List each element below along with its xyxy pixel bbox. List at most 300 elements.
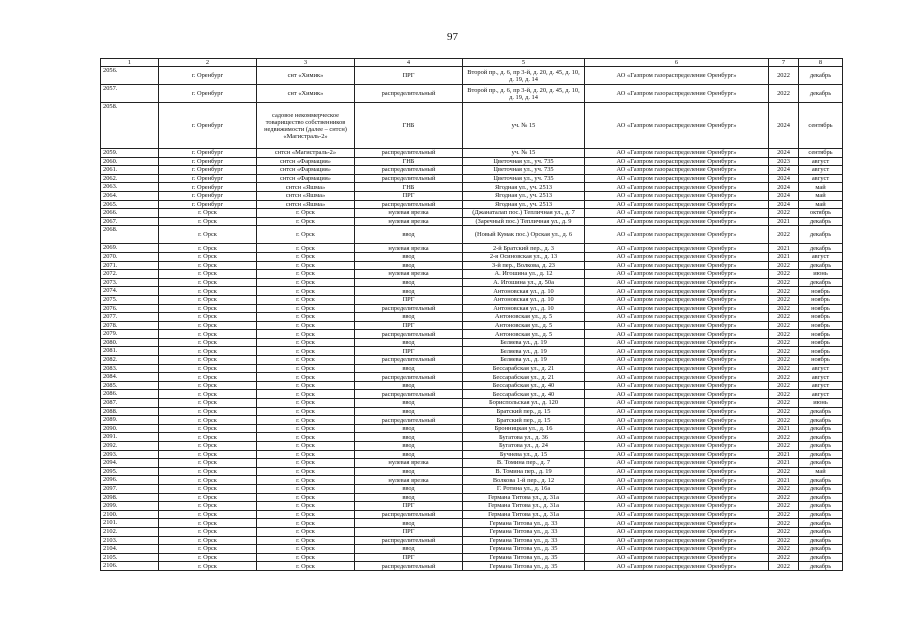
- table-row: [101, 330, 843, 339]
- month-cell: август: [799, 373, 843, 382]
- work-type-cell: ввод: [355, 407, 463, 416]
- table-row: [101, 527, 843, 536]
- table-row: [101, 200, 843, 209]
- table-row: [101, 493, 843, 502]
- month-cell: декабрь: [799, 484, 843, 493]
- column-header: 4: [355, 59, 463, 67]
- table-row: [101, 536, 843, 545]
- city-cell: г. Орск: [159, 381, 257, 390]
- settlement-cell: г. Орск: [257, 442, 355, 451]
- address-cell: Второй пр., д. 6, пр 3-й, д. 20, д. 45, д. 10, д. 19, д. 14: [463, 85, 585, 103]
- organization-cell: АО «Газпром газораспределение Оренбург»: [585, 459, 769, 468]
- work-type-cell: ввод: [355, 278, 463, 287]
- row-number: 2066.: [101, 209, 159, 218]
- table-row: [101, 304, 843, 313]
- year-cell: 2022: [769, 287, 799, 296]
- city-cell: г. Оренбург: [159, 183, 257, 192]
- organization-cell: АО «Газпром газораспределение Оренбург»: [585, 467, 769, 476]
- month-cell: декабрь: [799, 278, 843, 287]
- work-type-cell: нулевая врезка: [355, 270, 463, 279]
- work-type-cell: нулевая врезка: [355, 209, 463, 218]
- table-row: [101, 209, 843, 218]
- work-type-cell: ПРГ: [355, 502, 463, 511]
- organization-cell: АО «Газпром газораспределение Оренбург»: [585, 356, 769, 365]
- work-type-cell: ввод: [355, 467, 463, 476]
- address-cell: Беляева ул., д. 19: [463, 338, 585, 347]
- year-cell: 2022: [769, 209, 799, 218]
- row-number: 2093.: [101, 450, 159, 459]
- month-cell: ноябрь: [799, 356, 843, 365]
- year-cell: 2021: [769, 217, 799, 226]
- work-type-cell: ГНБ: [355, 157, 463, 166]
- year-cell: 2022: [769, 295, 799, 304]
- city-cell: г. Орск: [159, 562, 257, 571]
- year-cell: 2022: [769, 562, 799, 571]
- work-type-cell: ввод: [355, 287, 463, 296]
- settlement-cell: снтсн «Магистраль-2»: [257, 149, 355, 158]
- table-row: [101, 85, 843, 103]
- work-type-cell: ПРГ: [355, 527, 463, 536]
- table-row: [101, 67, 843, 85]
- row-number: 2059.: [101, 149, 159, 158]
- address-cell: Германа Титова ул., д. 33: [463, 519, 585, 528]
- city-cell: г. Орск: [159, 373, 257, 382]
- year-cell: 2024: [769, 149, 799, 158]
- organization-cell: АО «Газпром газораспределение Оренбург»: [585, 313, 769, 322]
- city-cell: г. Орск: [159, 450, 257, 459]
- city-cell: г. Орск: [159, 433, 257, 442]
- year-cell: 2022: [769, 67, 799, 85]
- city-cell: г. Оренбург: [159, 67, 257, 85]
- city-cell: г. Оренбург: [159, 85, 257, 103]
- table-row: [101, 103, 843, 149]
- settlement-cell: г. Орск: [257, 545, 355, 554]
- table-row: [101, 553, 843, 562]
- organization-cell: АО «Газпром газораспределение Оренбург»: [585, 381, 769, 390]
- address-cell: Второй пр., д. 6, пр 3-й, д. 20, д. 45, д. 10, д. 19, д. 14: [463, 67, 585, 85]
- address-cell: Цветочная ул., уч. 735: [463, 166, 585, 175]
- row-number: 2070.: [101, 252, 159, 261]
- month-cell: ноябрь: [799, 330, 843, 339]
- organization-cell: АО «Газпром газораспределение Оренбург»: [585, 287, 769, 296]
- column-header: 2: [159, 59, 257, 67]
- month-cell: май: [799, 200, 843, 209]
- address-cell: Беляева ул., д. 19: [463, 356, 585, 365]
- year-cell: 2022: [769, 390, 799, 399]
- work-type-cell: распределительный: [355, 174, 463, 183]
- work-type-cell: ввод: [355, 338, 463, 347]
- settlement-cell: снтсн «Фармация»: [257, 174, 355, 183]
- settlement-cell: г. Орск: [257, 390, 355, 399]
- work-type-cell: распределительный: [355, 330, 463, 339]
- organization-cell: АО «Газпром газораспределение Оренбург»: [585, 527, 769, 536]
- table-row: [101, 278, 843, 287]
- work-type-cell: ввод: [355, 261, 463, 270]
- table-row: [101, 450, 843, 459]
- settlement-cell: г. Орск: [257, 261, 355, 270]
- table-row: [101, 373, 843, 382]
- row-number: 2061.: [101, 166, 159, 175]
- month-cell: декабрь: [799, 510, 843, 519]
- row-number: 2067.: [101, 217, 159, 226]
- month-cell: декабрь: [799, 217, 843, 226]
- month-cell: декабрь: [799, 244, 843, 253]
- year-cell: 2022: [769, 442, 799, 451]
- settlement-cell: г. Орск: [257, 450, 355, 459]
- month-cell: октябрь: [799, 209, 843, 218]
- year-cell: 2022: [769, 510, 799, 519]
- city-cell: г. Орск: [159, 407, 257, 416]
- table-row: [101, 191, 843, 200]
- settlement-cell: снтсн «Фармация»: [257, 166, 355, 175]
- month-cell: декабрь: [799, 226, 843, 244]
- year-cell: 2022: [769, 330, 799, 339]
- city-cell: г. Орск: [159, 484, 257, 493]
- address-cell: 2-й Братский пер., д. 3: [463, 244, 585, 253]
- address-cell: Ягодная ул., уч. 2513: [463, 200, 585, 209]
- month-cell: декабрь: [799, 476, 843, 485]
- year-cell: 2022: [769, 527, 799, 536]
- address-cell: Германа Титова ул., д. 31а: [463, 493, 585, 502]
- table-row: [101, 252, 843, 261]
- organization-cell: АО «Газпром газораспределение Оренбург»: [585, 157, 769, 166]
- row-number: 2086.: [101, 390, 159, 399]
- month-cell: декабрь: [799, 502, 843, 511]
- organization-cell: АО «Газпром газораспределение Оренбург»: [585, 183, 769, 192]
- month-cell: декабрь: [799, 433, 843, 442]
- row-number: 2082.: [101, 356, 159, 365]
- work-type-cell: распределительный: [355, 356, 463, 365]
- organization-cell: АО «Газпром газораспределение Оренбург»: [585, 562, 769, 571]
- city-cell: г. Оренбург: [159, 200, 257, 209]
- row-number: 2103.: [101, 536, 159, 545]
- year-cell: 2022: [769, 373, 799, 382]
- year-cell: 2022: [769, 356, 799, 365]
- city-cell: г. Орск: [159, 278, 257, 287]
- year-cell: 2022: [769, 553, 799, 562]
- settlement-cell: г. Орск: [257, 510, 355, 519]
- row-number: 2058.: [101, 103, 159, 149]
- year-cell: 2024: [769, 183, 799, 192]
- city-cell: г. Орск: [159, 270, 257, 279]
- city-cell: г. Оренбург: [159, 157, 257, 166]
- organization-cell: АО «Газпром газораспределение Оренбург»: [585, 278, 769, 287]
- address-cell: Германа Титова ул., д. 35: [463, 545, 585, 554]
- work-type-cell: ввод: [355, 381, 463, 390]
- table-row: [101, 390, 843, 399]
- table-row: [101, 510, 843, 519]
- city-cell: г. Орск: [159, 536, 257, 545]
- year-cell: 2022: [769, 321, 799, 330]
- year-cell: 2022: [769, 416, 799, 425]
- table-row: [101, 381, 843, 390]
- month-cell: сентябрь: [799, 103, 843, 149]
- row-number: 2087.: [101, 399, 159, 408]
- city-cell: г. Орск: [159, 390, 257, 399]
- city-cell: г. Орск: [159, 424, 257, 433]
- settlement-cell: г. Орск: [257, 295, 355, 304]
- table-row: [101, 424, 843, 433]
- city-cell: г. Орск: [159, 304, 257, 313]
- work-type-cell: ввод: [355, 433, 463, 442]
- column-header: 1: [101, 59, 159, 67]
- year-cell: 2022: [769, 261, 799, 270]
- header-row: [101, 59, 843, 67]
- city-cell: г. Оренбург: [159, 103, 257, 149]
- month-cell: сентябрь: [799, 149, 843, 158]
- city-cell: г. Орск: [159, 226, 257, 244]
- settlement-cell: г. Орск: [257, 433, 355, 442]
- row-number: 2083.: [101, 364, 159, 373]
- table-row: [101, 484, 843, 493]
- address-cell: уч. № 15: [463, 149, 585, 158]
- address-cell: В. Томина пер., д. 19: [463, 467, 585, 476]
- month-cell: май: [799, 191, 843, 200]
- year-cell: 2024: [769, 200, 799, 209]
- city-cell: г. Орск: [159, 416, 257, 425]
- month-cell: декабрь: [799, 416, 843, 425]
- month-cell: декабрь: [799, 67, 843, 85]
- address-cell: Ягодная ул., уч. 2513: [463, 183, 585, 192]
- row-number: 2091.: [101, 433, 159, 442]
- year-cell: 2024: [769, 191, 799, 200]
- row-number: 2068.: [101, 226, 159, 244]
- city-cell: г. Орск: [159, 252, 257, 261]
- work-type-cell: ввод: [355, 519, 463, 528]
- column-header: 3: [257, 59, 355, 67]
- row-number: 2105.: [101, 553, 159, 562]
- settlement-cell: г. Орск: [257, 373, 355, 382]
- month-cell: август: [799, 174, 843, 183]
- work-type-cell: ввод: [355, 484, 463, 493]
- month-cell: август: [799, 364, 843, 373]
- month-cell: декабрь: [799, 536, 843, 545]
- table-row: [101, 338, 843, 347]
- year-cell: 2022: [769, 270, 799, 279]
- work-type-cell: распределительный: [355, 200, 463, 209]
- month-cell: декабрь: [799, 553, 843, 562]
- organization-cell: АО «Газпром газораспределение Оренбург»: [585, 330, 769, 339]
- row-number: 2106.: [101, 562, 159, 571]
- month-cell: декабрь: [799, 527, 843, 536]
- organization-cell: АО «Газпром газораспределение Оренбург»: [585, 476, 769, 485]
- address-cell: Антоновская ул., д. 5: [463, 313, 585, 322]
- month-cell: май: [799, 467, 843, 476]
- year-cell: 2022: [769, 433, 799, 442]
- address-cell: Беляева ул., д. 19: [463, 347, 585, 356]
- month-cell: ноябрь: [799, 338, 843, 347]
- table-row: [101, 459, 843, 468]
- month-cell: декабрь: [799, 261, 843, 270]
- month-cell: декабрь: [799, 562, 843, 571]
- work-type-cell: распределительный: [355, 536, 463, 545]
- organization-cell: АО «Газпром газораспределение Оренбург»: [585, 321, 769, 330]
- address-cell: Бугатова ул., д. 24: [463, 442, 585, 451]
- work-type-cell: ввод: [355, 450, 463, 459]
- city-cell: г. Орск: [159, 338, 257, 347]
- month-cell: декабрь: [799, 450, 843, 459]
- settlement-cell: снтсн «Яшма»: [257, 191, 355, 200]
- work-type-cell: ввод: [355, 252, 463, 261]
- address-cell: Ягодная ул., уч. 2513: [463, 191, 585, 200]
- row-number: 2079.: [101, 330, 159, 339]
- organization-cell: АО «Газпром газораспределение Оренбург»: [585, 364, 769, 373]
- city-cell: г. Орск: [159, 321, 257, 330]
- settlement-cell: г. Орск: [257, 467, 355, 476]
- work-type-cell: распределительный: [355, 85, 463, 103]
- table-row: [101, 295, 843, 304]
- month-cell: декабрь: [799, 519, 843, 528]
- organization-cell: АО «Газпром газораспределение Оренбург»: [585, 536, 769, 545]
- table-row: [101, 407, 843, 416]
- work-type-cell: ввод: [355, 545, 463, 554]
- settlement-cell: снтсн «Фармация»: [257, 157, 355, 166]
- row-number: 2076.: [101, 304, 159, 313]
- address-cell: (Джанаталап пос.) Тепличная ул., д. 7: [463, 209, 585, 218]
- organization-cell: АО «Газпром газораспределение Оренбург»: [585, 209, 769, 218]
- work-type-cell: нулевая врезка: [355, 459, 463, 468]
- settlement-cell: г. Орск: [257, 424, 355, 433]
- month-cell: ноябрь: [799, 321, 843, 330]
- address-cell: Бессарабская ул., д. 40: [463, 381, 585, 390]
- address-cell: Антоновская ул., д. 5: [463, 321, 585, 330]
- organization-cell: АО «Газпром газораспределение Оренбург»: [585, 67, 769, 85]
- table-row: [101, 476, 843, 485]
- work-type-cell: ввод: [355, 399, 463, 408]
- work-type-cell: нулевая врезка: [355, 244, 463, 253]
- address-cell: Германа Титова ул., д. 31а: [463, 510, 585, 519]
- settlement-cell: снт «Химик»: [257, 85, 355, 103]
- row-number: 2077.: [101, 313, 159, 322]
- address-cell: Братский пер., д. 15: [463, 407, 585, 416]
- address-cell: Братский пер., д. 15: [463, 416, 585, 425]
- address-cell: Цветочная ул., уч. 735: [463, 174, 585, 183]
- year-cell: 2022: [769, 407, 799, 416]
- year-cell: 2021: [769, 424, 799, 433]
- row-number: 2100.: [101, 510, 159, 519]
- table-row: [101, 562, 843, 571]
- row-number: 2089.: [101, 416, 159, 425]
- work-type-cell: распределительный: [355, 562, 463, 571]
- city-cell: г. Орск: [159, 295, 257, 304]
- organization-cell: АО «Газпром газораспределение Оренбург»: [585, 149, 769, 158]
- row-number: 2074.: [101, 287, 159, 296]
- organization-cell: АО «Газпром газораспределение Оренбург»: [585, 226, 769, 244]
- year-cell: 2022: [769, 347, 799, 356]
- settlement-cell: г. Орск: [257, 252, 355, 261]
- table-row: [101, 174, 843, 183]
- year-cell: 2021: [769, 252, 799, 261]
- year-cell: 2024: [769, 174, 799, 183]
- year-cell: 2021: [769, 450, 799, 459]
- column-header: 8: [799, 59, 843, 67]
- work-type-cell: ввод: [355, 364, 463, 373]
- table-row: [101, 287, 843, 296]
- organization-cell: АО «Газпром газораспределение Оренбург»: [585, 347, 769, 356]
- row-number: 2098.: [101, 493, 159, 502]
- table-row: [101, 313, 843, 322]
- address-cell: Антоновская ул., д. 5: [463, 330, 585, 339]
- work-type-cell: распределительный: [355, 149, 463, 158]
- table-row: [101, 347, 843, 356]
- address-cell: Германа Титова ул., д. 33: [463, 536, 585, 545]
- settlement-cell: г. Орск: [257, 519, 355, 528]
- organization-cell: АО «Газпром газораспределение Оренбург»: [585, 103, 769, 149]
- organization-cell: АО «Газпром газораспределение Оренбург»: [585, 270, 769, 279]
- settlement-cell: г. Орск: [257, 270, 355, 279]
- address-cell: Бориспольская ул., д. 120: [463, 399, 585, 408]
- city-cell: г. Орск: [159, 459, 257, 468]
- month-cell: декабрь: [799, 85, 843, 103]
- settlement-cell: г. Орск: [257, 338, 355, 347]
- city-cell: г. Орск: [159, 476, 257, 485]
- settlement-cell: г. Орск: [257, 217, 355, 226]
- address-cell: В. Томина пер., д. 7: [463, 459, 585, 468]
- work-type-cell: распределительный: [355, 166, 463, 175]
- address-cell: (Новый Кумак пос.) Орская ул., д. 6: [463, 226, 585, 244]
- work-type-cell: ПРГ: [355, 321, 463, 330]
- work-type-cell: нулевая врезка: [355, 217, 463, 226]
- city-cell: г. Орск: [159, 399, 257, 408]
- table-row: [101, 416, 843, 425]
- work-type-cell: ввод: [355, 226, 463, 244]
- organization-cell: АО «Газпром газораспределение Оренбург»: [585, 373, 769, 382]
- city-cell: г. Орск: [159, 287, 257, 296]
- city-cell: г. Орск: [159, 209, 257, 218]
- settlement-cell: г. Орск: [257, 244, 355, 253]
- month-cell: декабрь: [799, 459, 843, 468]
- table-row: [101, 545, 843, 554]
- row-number: 2065.: [101, 200, 159, 209]
- column-header: 5: [463, 59, 585, 67]
- organization-cell: АО «Газпром газораспределение Оренбург»: [585, 519, 769, 528]
- organization-cell: АО «Газпром газораспределение Оренбург»: [585, 553, 769, 562]
- address-cell: 3-й пер., Волкова, д. 23: [463, 261, 585, 270]
- address-cell: Бронницкая ул., д. 16: [463, 424, 585, 433]
- work-type-cell: распределительный: [355, 373, 463, 382]
- city-cell: г. Орск: [159, 467, 257, 476]
- work-type-cell: ПРГ: [355, 191, 463, 200]
- row-number: 2075.: [101, 295, 159, 304]
- year-cell: 2022: [769, 313, 799, 322]
- table-row: [101, 183, 843, 192]
- month-cell: ноябрь: [799, 347, 843, 356]
- row-number: 2080.: [101, 338, 159, 347]
- table-row: [101, 321, 843, 330]
- address-cell: Бессарабская ул., д. 21: [463, 373, 585, 382]
- month-cell: ноябрь: [799, 295, 843, 304]
- city-cell: г. Орск: [159, 519, 257, 528]
- table-row: [101, 442, 843, 451]
- year-cell: 2022: [769, 519, 799, 528]
- organization-cell: АО «Газпром газораспределение Оренбург»: [585, 200, 769, 209]
- settlement-cell: г. Орск: [257, 364, 355, 373]
- work-type-cell: ввод: [355, 424, 463, 433]
- organization-cell: АО «Газпром газораспределение Оренбург»: [585, 442, 769, 451]
- year-cell: 2022: [769, 493, 799, 502]
- month-cell: август: [799, 252, 843, 261]
- year-cell: 2021: [769, 476, 799, 485]
- address-cell: Г. Ротина ул., д. 16а: [463, 484, 585, 493]
- settlement-cell: садовое некоммерческое товарищество собственников недвижимости (далее – снтсн) «Магистраль-2»: [257, 103, 355, 149]
- settlement-cell: г. Орск: [257, 493, 355, 502]
- data-table: [100, 58, 843, 571]
- city-cell: г. Орск: [159, 545, 257, 554]
- row-number: 2063.: [101, 183, 159, 192]
- row-number: 2085.: [101, 381, 159, 390]
- month-cell: июнь: [799, 399, 843, 408]
- address-cell: Бучнева ул., д. 15: [463, 450, 585, 459]
